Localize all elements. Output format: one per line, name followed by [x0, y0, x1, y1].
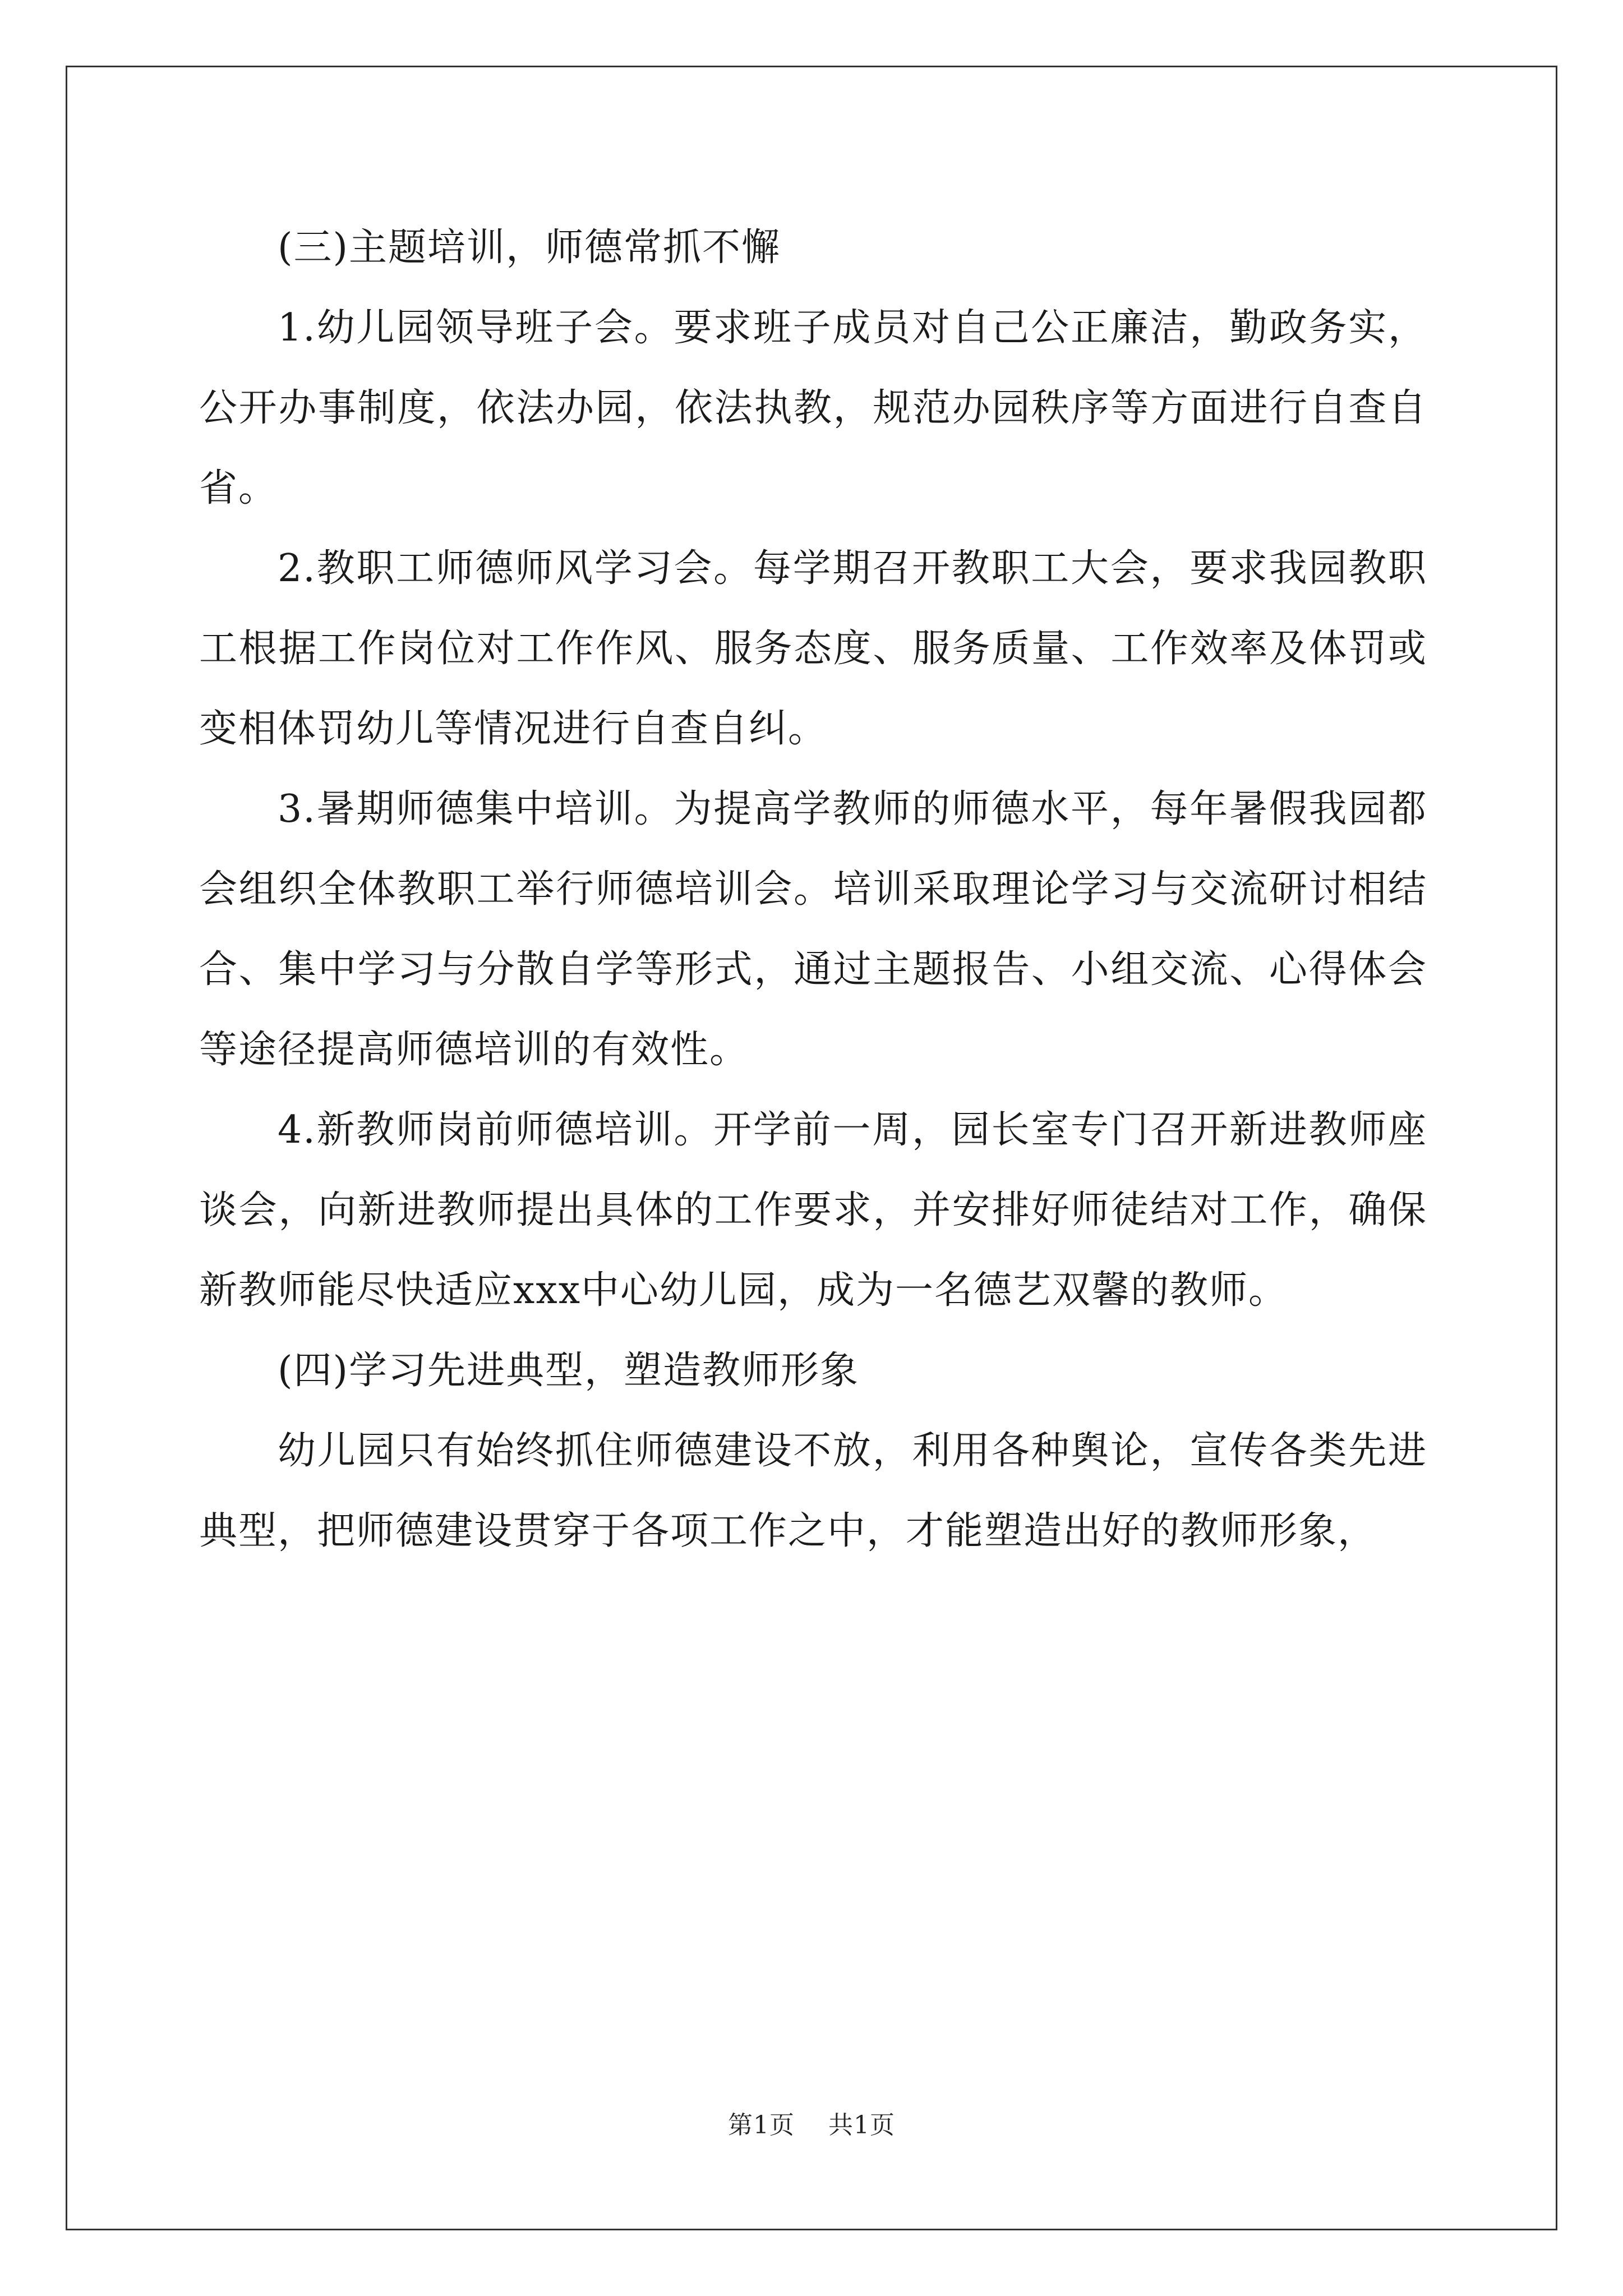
document-body — [199, 208, 1427, 1571]
page-footer — [0, 2105, 1623, 2141]
paragraph-item-1: 1.幼儿园领导班子会。要求班子成员对自己公正廉洁，勤政务实，公开办事制度，依法办园，依法执教，规范办园秩序等方面进行自查自省。 — [199, 306, 1427, 510]
page-number: 第1页 — [728, 2111, 795, 2139]
paragraph-item-4: 4.新教师岗前师德培训。开学前一周，园长室专门召开新进教师座谈会，向新进教师提出具体的工作要求，并安排好师徒结对工作，确保新教师能尽快适应xxx中心幼儿园，成为一名德艺双馨的教师。 — [199, 1108, 1427, 1313]
section-heading-3: (三)主题培训，师德常抓不懈 — [278, 226, 781, 270]
page-total: 共1页 — [828, 2111, 895, 2139]
paragraph-body: 幼儿园只有始终抓住师德建设不放，利用各种舆论，宣传各类先进典型，把师德建设贯穿于各项工作之中，才能塑造出好的教师形象， — [199, 1429, 1427, 1553]
section-heading-4: (四)学习先进典型，塑造教师形象 — [278, 1349, 860, 1393]
paragraph-item-2: 2.教职工师德师风学习会。每学期召开教职工大会，要求我园教职工根据工作岗位对工作作风、服务态度、服务质量、工作效率及体罚或变相体罚幼儿等情况进行自查自纠。 — [199, 546, 1427, 751]
paragraph-item-3: 3.暑期师德集中培训。为提高学教师的师德水平，每年暑假我园都会组织全体教职工举行师德培训会。培训采取理论学习与交流研讨相结合、集中学习与分散自学等形式，通过主题报告、小组交流、心得体会等途径提高师德培训的有效性。 — [199, 787, 1427, 1072]
